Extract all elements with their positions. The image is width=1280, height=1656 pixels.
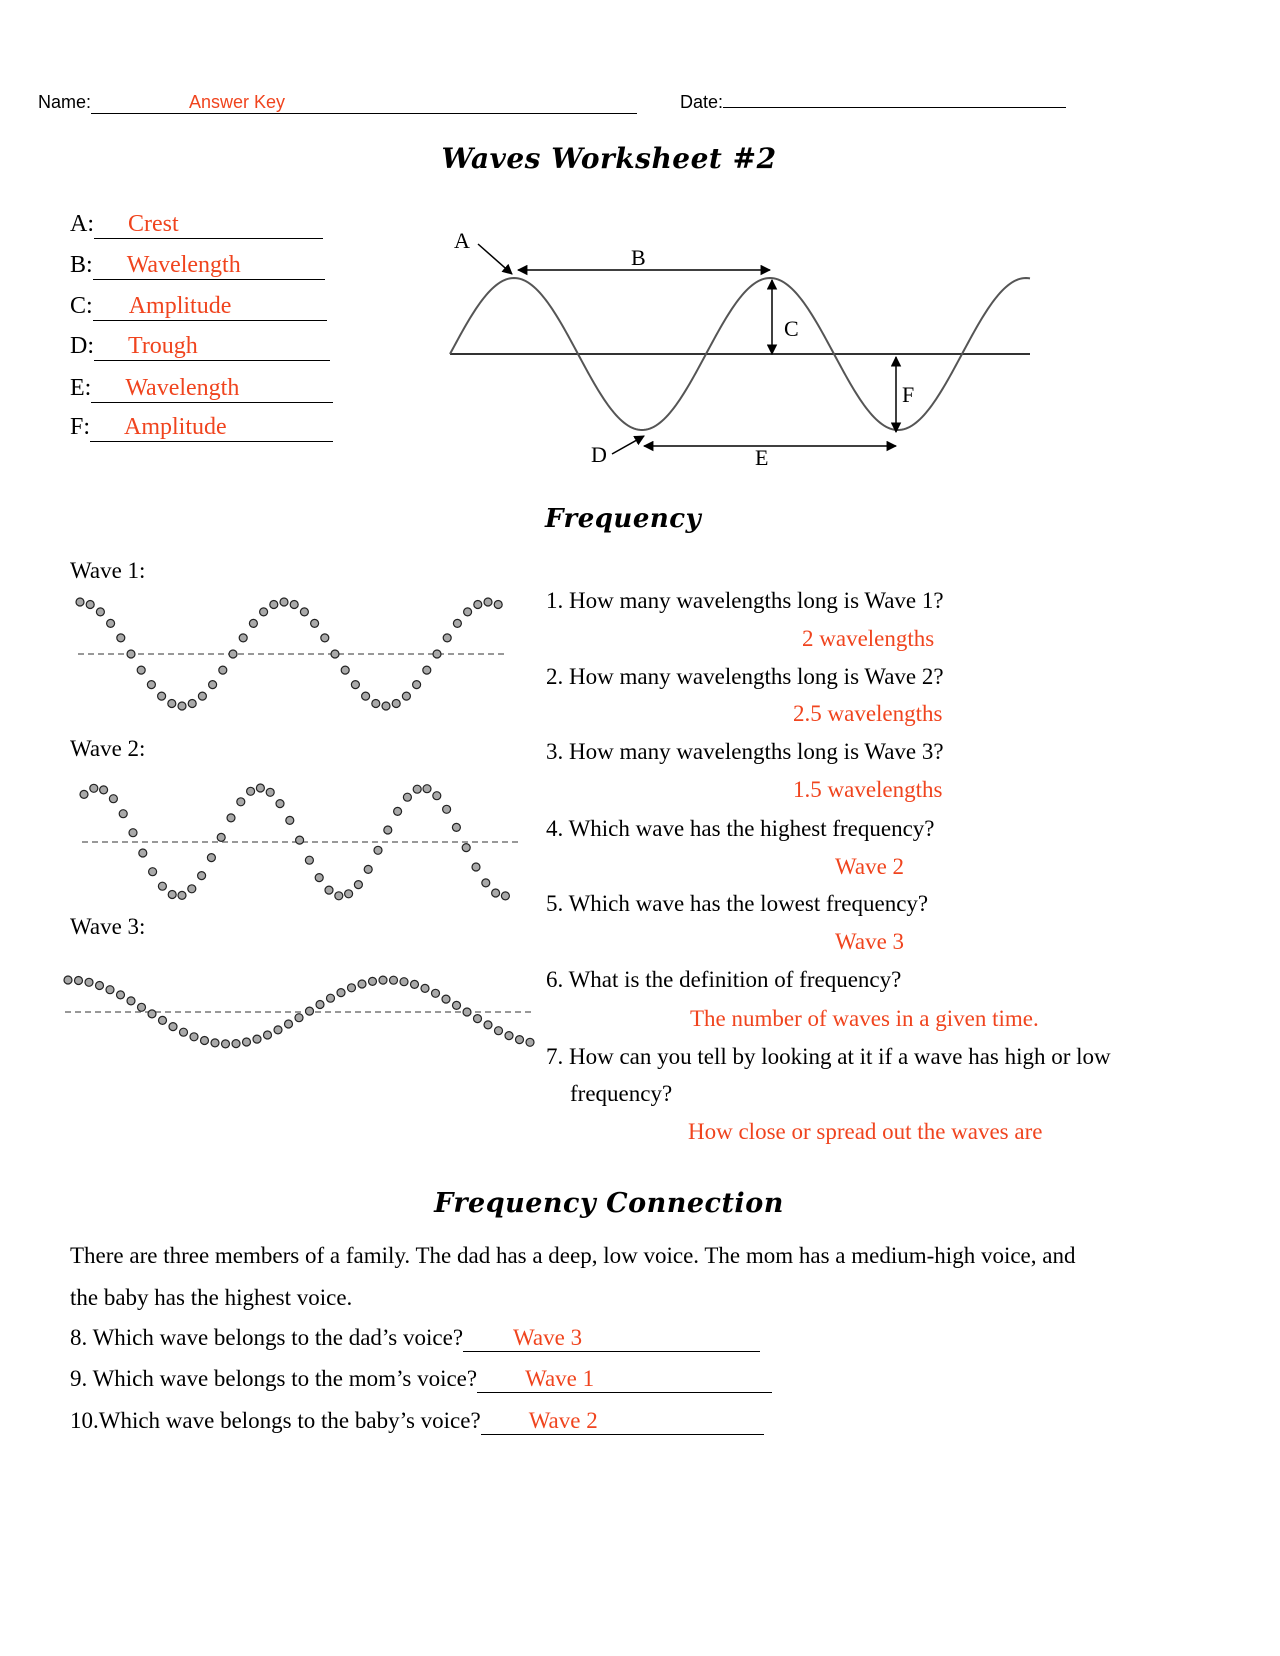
wave-bead bbox=[400, 978, 408, 986]
wave-bead bbox=[345, 890, 353, 898]
wave-bead bbox=[392, 700, 400, 708]
wave-bead bbox=[180, 1028, 188, 1036]
wave-bead bbox=[462, 844, 470, 852]
wave-bead bbox=[229, 650, 237, 658]
wave-bead bbox=[413, 681, 421, 689]
wave-bead bbox=[270, 601, 278, 609]
wave-bead bbox=[311, 619, 319, 627]
wave-bead bbox=[117, 634, 125, 642]
wave-bead bbox=[463, 1008, 471, 1016]
wave-bead bbox=[379, 976, 387, 984]
part-answer: Trough bbox=[128, 333, 198, 359]
part-answer: Crest bbox=[128, 211, 179, 237]
wave-bead bbox=[211, 1039, 219, 1047]
answer-3: 1.5 wavelengths bbox=[793, 777, 943, 802]
wave-bead bbox=[239, 634, 247, 642]
wave-bead bbox=[190, 1033, 198, 1041]
wave-bead bbox=[300, 608, 308, 616]
wave-bead bbox=[253, 1035, 261, 1043]
wave-bead bbox=[384, 826, 392, 834]
wave-bead bbox=[394, 807, 402, 815]
wave-bead bbox=[64, 976, 72, 984]
wave-bead bbox=[482, 879, 490, 887]
wave-bead bbox=[402, 692, 410, 700]
wave-bead bbox=[453, 619, 461, 627]
wave-bead bbox=[285, 1020, 293, 1028]
wave-bead bbox=[158, 692, 166, 700]
connection-paragraph-line-1: There are three members of a family. The dad has a deep, low voice. The mom has a medium-high voice, and bbox=[70, 1243, 1076, 1268]
wave-bead bbox=[127, 997, 135, 1005]
wave-bead bbox=[256, 784, 264, 792]
wave-bead bbox=[327, 994, 335, 1002]
answer-10: Wave 2 bbox=[528, 1408, 598, 1433]
wave-bead bbox=[201, 1037, 209, 1045]
part-letter: B: bbox=[70, 252, 93, 278]
wave-bead bbox=[472, 863, 480, 871]
wave-bead bbox=[494, 601, 502, 609]
answer-4: Wave 2 bbox=[835, 854, 905, 879]
wave-bead bbox=[464, 608, 472, 616]
part-letter: A: bbox=[70, 211, 94, 237]
wave-bead bbox=[364, 865, 372, 873]
connection-question-9 bbox=[70, 1366, 772, 1393]
wave-bead bbox=[354, 881, 362, 889]
answer-1: 2 wavelengths bbox=[802, 626, 935, 651]
wave-bead bbox=[474, 601, 482, 609]
date-label: Date: bbox=[680, 92, 724, 112]
wave-bead bbox=[411, 980, 419, 988]
wave-diagram bbox=[440, 220, 1040, 480]
wave-bead bbox=[280, 598, 288, 606]
wave-bead bbox=[168, 891, 176, 899]
wave-bead bbox=[348, 984, 356, 992]
wave-bead bbox=[178, 891, 186, 899]
connection-question-10 bbox=[70, 1408, 764, 1435]
wave-bead bbox=[227, 814, 235, 822]
wave-bead bbox=[423, 785, 431, 793]
wave-bead bbox=[276, 800, 284, 808]
wave-bead bbox=[453, 1001, 461, 1009]
wave-bead bbox=[266, 788, 274, 796]
wave-bead bbox=[247, 787, 255, 795]
wave-bead bbox=[413, 785, 421, 793]
wave-bead bbox=[331, 650, 339, 658]
wave-bead bbox=[222, 1040, 230, 1048]
name-value[interactable]: Answer Key bbox=[189, 92, 286, 112]
wave-bead bbox=[106, 986, 114, 994]
wave-bead bbox=[96, 982, 104, 990]
wave-bead bbox=[188, 885, 196, 893]
question-4: 4. Which wave has the highest frequency? bbox=[546, 816, 935, 841]
label-a: A bbox=[454, 228, 470, 253]
wave-bead bbox=[237, 798, 245, 806]
wave-bead bbox=[188, 700, 196, 708]
wave-bead bbox=[137, 666, 145, 674]
wave-bead bbox=[335, 892, 343, 900]
wave-bead bbox=[168, 700, 176, 708]
frequency-heading: Frequency bbox=[545, 504, 702, 534]
wave-bead bbox=[217, 833, 225, 841]
part-row bbox=[70, 252, 325, 280]
wave-bead bbox=[148, 1010, 156, 1018]
wave-bead bbox=[501, 892, 509, 900]
wave-bead bbox=[452, 823, 460, 831]
wave-bead bbox=[96, 608, 104, 616]
wave-bead bbox=[296, 836, 304, 844]
wave-bead bbox=[107, 619, 115, 627]
part-row bbox=[70, 293, 327, 321]
wave-bead bbox=[443, 805, 451, 813]
wave-bead bbox=[86, 601, 94, 609]
name-line bbox=[38, 92, 637, 114]
label-e: E bbox=[755, 445, 769, 470]
wave-bead bbox=[290, 601, 298, 609]
question-text: 8. Which wave belongs to the dad’s voice? bbox=[70, 1325, 464, 1350]
wave-bead bbox=[149, 868, 157, 876]
wave-bead bbox=[75, 977, 83, 985]
question-2: 2. How many wavelengths long is Wave 2? bbox=[546, 664, 944, 689]
wave-bead bbox=[341, 666, 349, 674]
wave-bead bbox=[442, 995, 450, 1003]
answer-7: How close or spread out the waves are bbox=[688, 1119, 1043, 1144]
question-7-cont: frequency? bbox=[570, 1081, 673, 1106]
part-row bbox=[70, 211, 323, 239]
wave-bead bbox=[219, 666, 227, 674]
wave-bead bbox=[516, 1036, 524, 1044]
wave-bead bbox=[403, 793, 411, 801]
question-6: 6. What is the definition of frequency? bbox=[546, 967, 902, 992]
wave-bead bbox=[316, 1001, 324, 1009]
wave-bead bbox=[306, 1007, 314, 1015]
connection-question-8 bbox=[70, 1325, 760, 1352]
part-letter: F: bbox=[70, 414, 91, 440]
wave-bead bbox=[129, 829, 137, 837]
part-answer: Wavelength bbox=[126, 252, 241, 278]
wave-1-figure bbox=[60, 590, 510, 730]
wave-bead bbox=[147, 681, 155, 689]
wave-1-label: Wave 1: bbox=[70, 558, 146, 583]
wave-bead bbox=[159, 1016, 167, 1024]
question-1: 1. How many wavelengths long is Wave 1? bbox=[546, 588, 944, 613]
question-text: 10.Which wave belongs to the baby’s voice? bbox=[70, 1408, 481, 1433]
part-row bbox=[70, 414, 333, 442]
question-text: 9. Which wave belongs to the mom’s voice? bbox=[70, 1366, 478, 1391]
wave-bead bbox=[325, 886, 333, 894]
wave-bead bbox=[138, 1003, 146, 1011]
wave-bead bbox=[526, 1038, 534, 1046]
wave-bead bbox=[474, 1015, 482, 1023]
wave-bead bbox=[286, 816, 294, 824]
part-row bbox=[70, 333, 330, 361]
wave-3-label: Wave 3: bbox=[70, 914, 146, 939]
wave-bead bbox=[321, 634, 329, 642]
wave-bead bbox=[117, 991, 125, 999]
wave-bead bbox=[119, 810, 127, 818]
wave-bead bbox=[495, 1027, 503, 1035]
connection-paragraph-line-2: the baby has the highest voice. bbox=[70, 1285, 353, 1310]
part-answer: Amplitude bbox=[128, 293, 232, 319]
arrow-a bbox=[478, 244, 512, 274]
wave-bead bbox=[362, 692, 370, 700]
wave-bead bbox=[198, 872, 206, 880]
wave-bead bbox=[109, 795, 117, 803]
wave-bead bbox=[390, 976, 398, 984]
wave-bead bbox=[484, 598, 492, 606]
wave-bead bbox=[382, 702, 390, 710]
wave-bead bbox=[198, 692, 206, 700]
wave-bead bbox=[351, 681, 359, 689]
wave-bead bbox=[85, 978, 93, 986]
part-answer: Amplitude bbox=[124, 414, 227, 440]
wave-bead bbox=[443, 634, 451, 642]
answer-8: Wave 3 bbox=[513, 1325, 583, 1350]
wave-bead bbox=[315, 874, 323, 882]
wave-bead bbox=[127, 650, 135, 658]
wave-bead bbox=[484, 1021, 492, 1029]
label-b: B bbox=[631, 245, 646, 270]
wave-bead bbox=[492, 889, 500, 897]
wave-bead bbox=[295, 1014, 303, 1022]
date-line bbox=[680, 92, 1066, 113]
wave-bead bbox=[274, 1026, 282, 1034]
wave-bead bbox=[139, 849, 147, 857]
wave-bead bbox=[76, 598, 84, 606]
wave-bead bbox=[337, 989, 345, 997]
wave-bead bbox=[433, 792, 441, 800]
answer-2: 2.5 wavelengths bbox=[793, 701, 943, 726]
part-letter: E: bbox=[70, 375, 92, 401]
wave-bead bbox=[369, 977, 377, 985]
wave-bead bbox=[169, 1023, 177, 1031]
question-5: 5. Which wave has the lowest frequency? bbox=[546, 891, 929, 916]
wave-bead bbox=[249, 619, 257, 627]
wave-bead bbox=[158, 882, 166, 890]
label-c: C bbox=[784, 316, 799, 341]
wave-3-figure bbox=[60, 962, 540, 1062]
label-d: D bbox=[591, 442, 607, 467]
wave-2-label: Wave 2: bbox=[70, 736, 146, 761]
wave-bead bbox=[372, 700, 380, 708]
part-answer: Wavelength bbox=[125, 375, 240, 401]
wave-bead bbox=[100, 786, 108, 794]
wave-bead bbox=[207, 854, 215, 862]
wave-bead bbox=[358, 980, 366, 988]
question-7: 7. How can you tell by looking at it if a wave has high or low bbox=[546, 1044, 1111, 1069]
wave-bead bbox=[505, 1032, 513, 1040]
wave-bead bbox=[305, 856, 313, 864]
part-letter: D: bbox=[70, 333, 94, 359]
name-label: Name: bbox=[38, 92, 92, 112]
label-f: F bbox=[902, 382, 915, 407]
wave-bead bbox=[232, 1040, 240, 1048]
wave-bead bbox=[421, 984, 429, 992]
wave-bead bbox=[374, 846, 382, 854]
answer-6: The number of waves in a given time. bbox=[690, 1006, 1039, 1031]
wave-bead bbox=[80, 790, 88, 798]
part-row bbox=[70, 375, 333, 403]
worksheet-title: Waves Worksheet #2 bbox=[441, 142, 777, 175]
wave-bead bbox=[433, 650, 441, 658]
wave-bead bbox=[209, 681, 217, 689]
answer-9: Wave 1 bbox=[525, 1366, 595, 1391]
wave-2-figure bbox=[70, 772, 530, 912]
wave-bead bbox=[423, 666, 431, 674]
connection-heading: Frequency Connection bbox=[434, 1188, 784, 1219]
wave-bead bbox=[264, 1031, 272, 1039]
wave-bead bbox=[90, 784, 98, 792]
wave-bead bbox=[243, 1038, 251, 1046]
question-3: 3. How many wavelengths long is Wave 3? bbox=[546, 739, 944, 764]
wave-bead bbox=[178, 702, 186, 710]
date-value[interactable] bbox=[723, 107, 1066, 108]
wave-bead bbox=[432, 989, 440, 997]
answer-5: Wave 3 bbox=[835, 929, 905, 954]
wave-bead bbox=[260, 608, 268, 616]
arrow-d bbox=[612, 436, 644, 454]
part-letter: C: bbox=[70, 293, 93, 319]
